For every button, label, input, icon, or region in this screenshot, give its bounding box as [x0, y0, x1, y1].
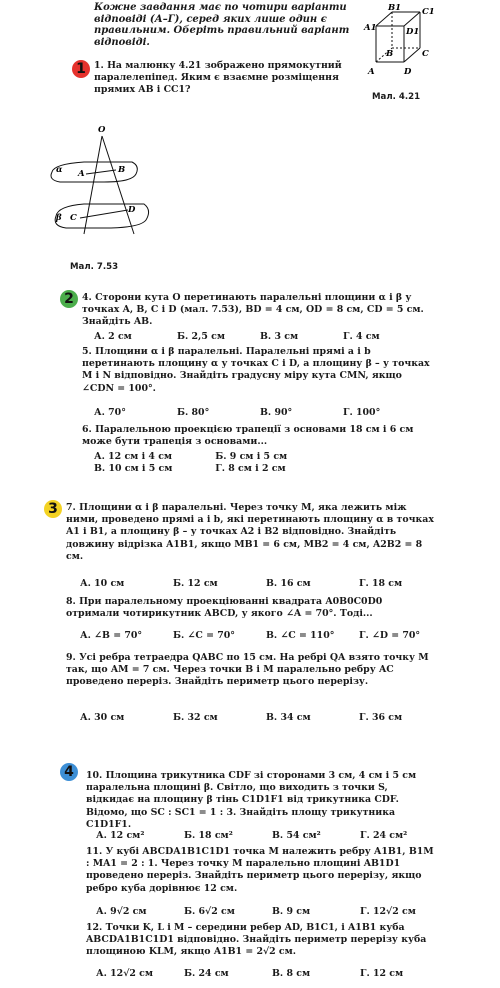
option: Б. 12 см	[173, 578, 218, 589]
option: Б. 24 см	[184, 968, 229, 979]
question-number: 7.	[66, 502, 76, 513]
instructions-text: Кожне завдання має по чотири варіанти відповіді (А–Г), серед яких лише один є правильним. Оберіть правильний варіант відповіді.	[94, 2, 350, 48]
option: Г. ∠D = 70°	[359, 630, 421, 641]
option: Г. 12 см	[360, 968, 404, 979]
option: А. 30 см	[80, 712, 125, 723]
question-11	[86, 846, 438, 895]
question-text: У кубі ABCDA1B1C1D1 точка M належить ребру A1B1, B1M : MA1 = 2 : 1. Через точку M паралельно площині AB1D1 проведено переріз. Знайдіть периметр цього перерізу, якщо ребро куба дорівнює 12 см.	[86, 846, 434, 894]
question-text: Площина трикутника CDF зі сторонами 3 см, 4 см і 5 см паралельна площині β. Світло, що виходить з точки S, відкидає на площину β тінь C1D1F1 від трикутника CDF. Відомо, що SC : SC1 = 1 : 3. Знайдіть площу трикутника C1D1F1.	[86, 770, 417, 830]
cube-label: B	[386, 49, 394, 59]
planes-label: A	[78, 169, 85, 179]
question-number: 4.	[82, 292, 92, 303]
question-text: Сторони кута O перетинають паралельні площини α і β у точках A, B, C і D (мал. 7.53), BD = 4 см, OD = 8 см, CD = 5 см. Знайдіть AB.	[82, 292, 424, 328]
option: А. 12 см²	[96, 830, 145, 841]
option: В. 90°	[260, 407, 293, 418]
option: А. 9√2 см	[96, 906, 147, 917]
question-6	[82, 424, 432, 448]
option: В. ∠C = 110°	[266, 630, 335, 641]
question-text: Усі ребра тетраедра QABC по 15 см. На ребрі QA взято точку M так, що AM = 7 см. Через точки B і M паралельно ребру AC проведено переріз. Знайдіть периметр цього перерізу.	[66, 652, 429, 688]
option: Б. 9 см і 5 см	[215, 451, 288, 462]
question-text: При паралельному проекціюванні квадрата A0B0C0D0 отримали чотирикутник ABCD, у якого ∠A = 70°. Тоді...	[66, 596, 383, 620]
question-text: Площини α і β паралельні. Паралельні прямі a і b перетинають площину α у точках C і D, а площину β – у точках M і N відповідно. Знайдіть градусну міру кута CMN, якщо ∠CDN = 100°.	[82, 346, 430, 394]
question-number: 8.	[66, 596, 76, 607]
option: А. 10 см	[80, 578, 125, 589]
planes-label: α	[56, 165, 63, 175]
planes-label: β	[56, 213, 62, 223]
option: В. 16 см	[266, 578, 311, 589]
option: Б. 2,5 см	[177, 331, 225, 342]
option: А. 12√2 см	[96, 968, 154, 979]
option: Г. 24 см²	[360, 830, 408, 841]
planes-label: O	[98, 125, 106, 135]
question-text: Точки K, L і M – середини ребер AD, B1C1, і A1B1 куба ABCDA1B1C1D1 відповідно. Знайдіть периметр перерізу куба площиною KLM, якщо A1B1 = 2√2 см.	[86, 922, 427, 958]
option: Г. 100°	[343, 407, 381, 418]
level-badge-4: 4	[60, 763, 78, 781]
figure-caption-4-21: Мал. 4.21	[372, 92, 421, 102]
option: В. 9 см	[272, 906, 311, 917]
options-7	[80, 578, 402, 590]
level-badge-2: 2	[60, 290, 78, 308]
option: Г. 12√2 см	[360, 906, 416, 917]
question-number: 9.	[66, 652, 76, 663]
option: А. 70°	[94, 407, 126, 418]
question-9	[66, 652, 434, 689]
option: В. 3 см	[260, 331, 299, 342]
options-4	[94, 331, 380, 343]
option: Б. 80°	[177, 407, 210, 418]
question-number: 5.	[82, 346, 92, 357]
question-12	[86, 922, 438, 959]
option: Г. 4 см	[343, 331, 380, 342]
question-10	[86, 770, 438, 831]
option: Б. 6√2 см	[184, 906, 235, 917]
options-5	[94, 407, 380, 419]
option: В. 8 см	[272, 968, 311, 979]
cube-figure	[362, 4, 444, 82]
option: В. 34 см	[266, 712, 311, 723]
cube-label: A1	[364, 23, 377, 33]
cube-label: D1	[406, 27, 420, 37]
options-6	[94, 451, 394, 475]
planes-label: D	[128, 205, 136, 215]
question-4	[82, 292, 432, 329]
question-7	[66, 502, 434, 563]
question-text: Паралельною проекцією трапеції з основами 18 см і 6 см може бути трапеція з основами...	[82, 424, 414, 448]
cube-label: A	[368, 67, 375, 77]
option: В. 54 см²	[272, 830, 321, 841]
options-10	[96, 830, 407, 842]
option: Б. ∠C = 70°	[173, 630, 235, 641]
cube-label: C	[422, 49, 429, 59]
option: А. ∠B = 70°	[80, 630, 143, 641]
option: Б. 32 см	[173, 712, 218, 723]
question-number: 6.	[82, 424, 92, 435]
options-12	[96, 968, 403, 980]
question-number: 11.	[86, 846, 103, 857]
option: А. 2 см	[94, 331, 132, 342]
options-9	[80, 712, 402, 724]
level-badge-3: 3	[44, 500, 62, 518]
options-11	[96, 906, 416, 918]
question-8	[66, 596, 434, 620]
question-5	[82, 346, 432, 395]
option: Б. 18 см²	[184, 830, 233, 841]
question-text: Площини α і β паралельні. Через точку M, яка лежить між ними, проведено прямі a і b, які перетинають площину α в точках A1 і B1, а площину β – у точках A2 і B2 відповідно. Знайдіть довжину відрізка A1B1, якщо MB1 = 6 см, MB2 = 4 см, A2B2 = 8 см.	[66, 502, 434, 562]
planes-figure	[44, 122, 154, 252]
option: Г. 36 см	[359, 712, 403, 723]
options-8	[80, 630, 420, 642]
figure-caption-7-53: Мал. 7.53	[70, 262, 119, 272]
planes-label: C	[70, 213, 77, 223]
question-number: 12.	[86, 922, 103, 933]
option: А. 12 см і 4 см	[94, 451, 173, 462]
question-number: 1.	[94, 60, 104, 71]
level-badge-1: 1	[72, 60, 90, 78]
cube-label: D	[404, 67, 412, 77]
cube-label: C1	[422, 7, 435, 17]
option: Г. 18 см	[359, 578, 403, 589]
cube-label: B1	[388, 4, 402, 13]
planes-label: B	[118, 165, 126, 175]
question-number: 10.	[86, 770, 103, 781]
question-1	[94, 60, 356, 97]
question-text: На малюнку 4.21 зображено прямокутний паралелепіпед. Яким є взаємне розміщення прямих AB і CC1?	[94, 60, 342, 96]
option: В. 10 см і 5 см	[94, 463, 173, 474]
option: Г. 8 см і 2 см	[215, 463, 286, 474]
